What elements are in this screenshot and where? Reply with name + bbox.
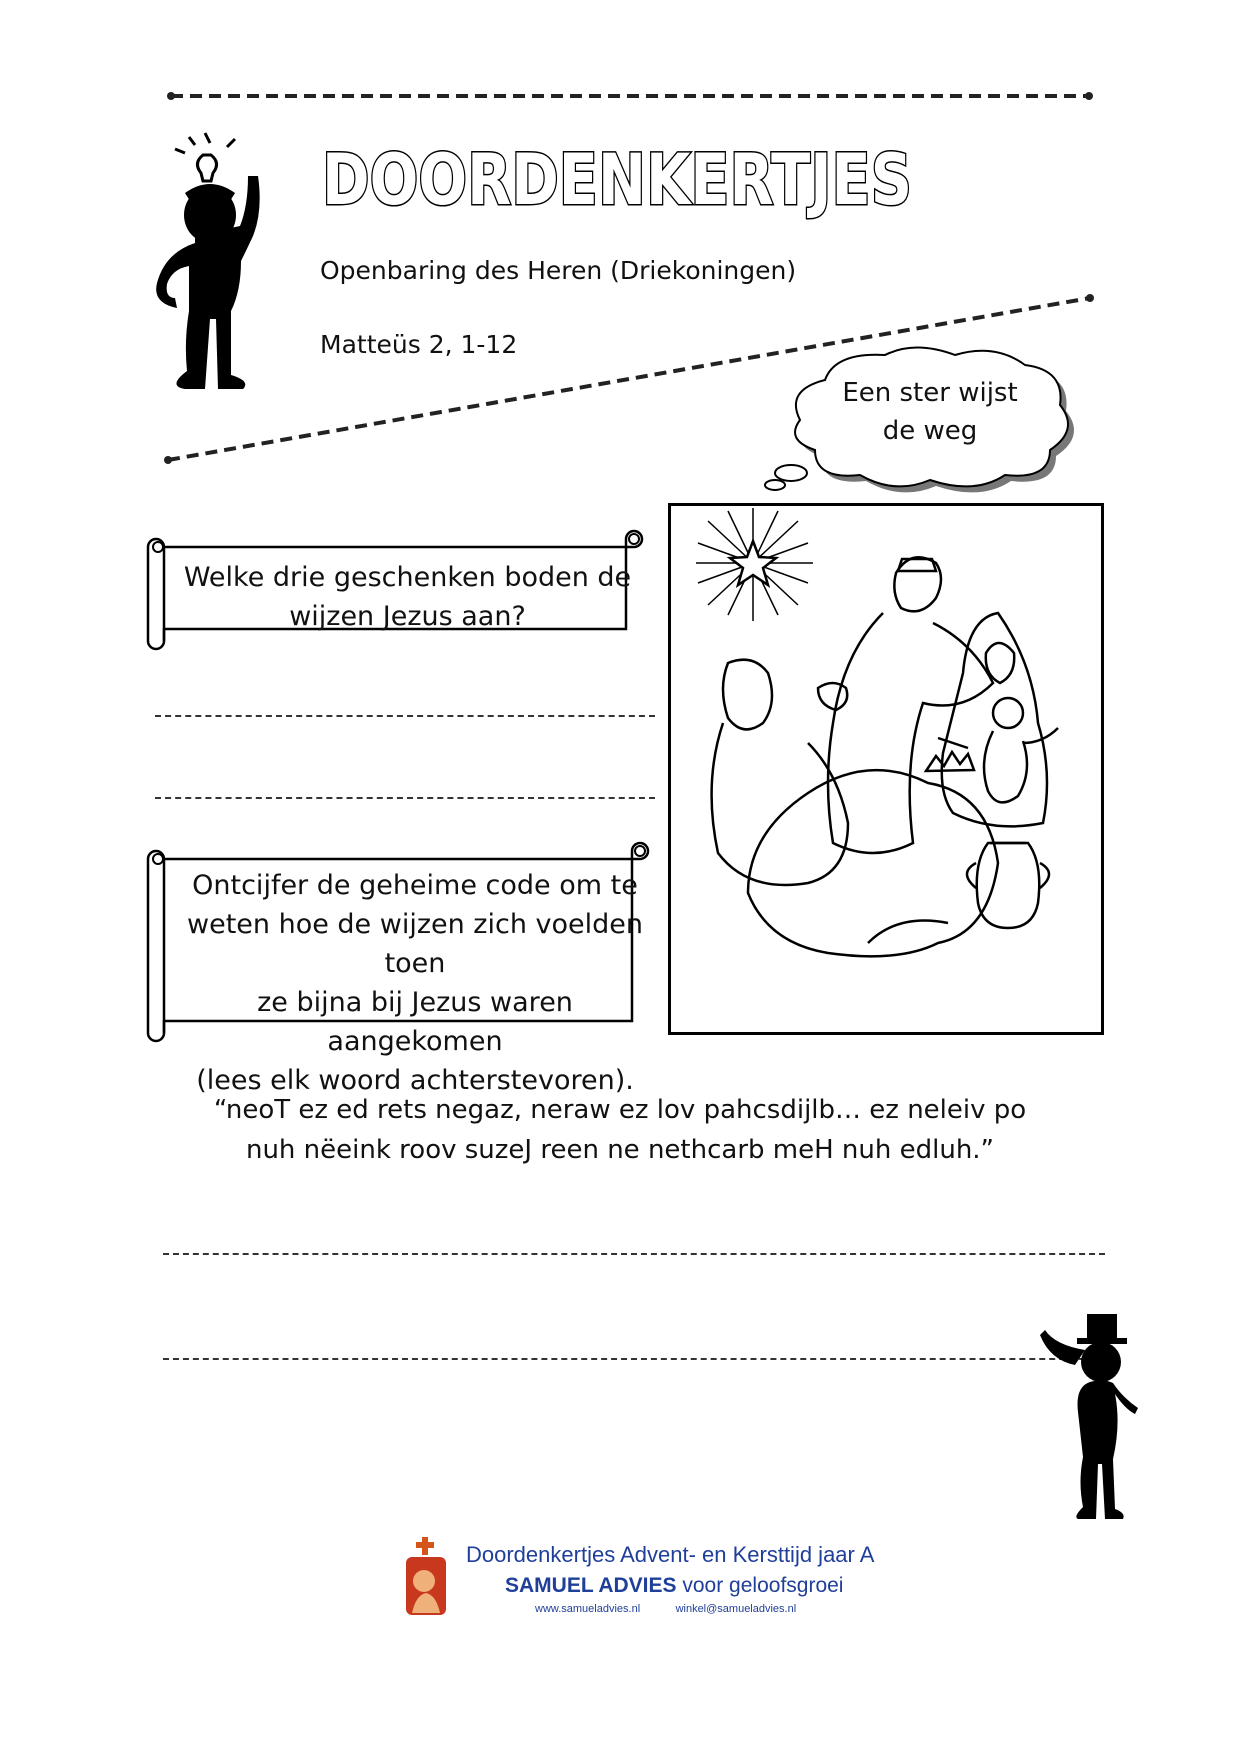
cloud-caption xyxy=(800,374,1060,450)
top-dashed-border xyxy=(165,88,1095,104)
answer-line-2[interactable] xyxy=(155,797,655,799)
footer-email[interactable]: winkel@samueladvies.nl xyxy=(675,1603,797,1615)
secret-code-line-2: nuh nëeink roov suzeJ reen ne nethcarb meH nuh edluh.” xyxy=(245,1135,995,1165)
footer-tagline: voor geloofsgroei xyxy=(682,1574,844,1597)
footer-series: Doordenkertjes Advent- en Kersttijd jaar A xyxy=(466,1542,875,1567)
secret-code xyxy=(180,1090,1060,1170)
question-1-line-1: Welke drie geschenken boden de xyxy=(183,562,632,593)
question-2-line-2: weten hoe de wijzen zich voelden toen xyxy=(187,909,643,979)
footer-contact xyxy=(535,1603,796,1615)
nativity-illustration xyxy=(668,503,1104,1035)
footer-website[interactable]: www.samueladvies.nl xyxy=(535,1603,641,1615)
question-1-text xyxy=(175,558,640,636)
answer-line-3[interactable] xyxy=(163,1253,1105,1255)
question-2-text xyxy=(170,866,660,1100)
title-banner xyxy=(318,118,918,228)
question-2-line-4: (lees elk woord achterstevoren). xyxy=(196,1065,634,1096)
footer-brand-line xyxy=(505,1574,843,1598)
question-2-line-1: Ontcijfer de geheime code om te xyxy=(192,870,638,901)
man-with-hat-illustration xyxy=(1035,1310,1140,1530)
cloud-line-2: de weg xyxy=(882,416,978,446)
answer-line-1[interactable] xyxy=(155,715,655,717)
samuel-advies-logo xyxy=(402,1535,450,1619)
question-1-line-2: wijzen Jezus aan? xyxy=(289,601,526,632)
cloud-line-1: Een ster wijst xyxy=(842,378,1018,408)
answer-line-4[interactable] xyxy=(163,1358,1105,1360)
footer-brand: SAMUEL ADVIES xyxy=(505,1574,677,1597)
bible-reference: Matteüs 2, 1-12 xyxy=(320,330,518,359)
question-2-line-3: ze bijna bij Jezus waren aangekomen xyxy=(257,987,573,1057)
secret-code-line-1: “neoT ez ed rets negaz, neraw ez lov pahcsdijlb… ez neleiv po xyxy=(213,1095,1027,1125)
subtitle: Openbaring des Heren (Driekoningen) xyxy=(320,256,797,285)
page-title: DOORDENKERTJES xyxy=(322,139,912,221)
